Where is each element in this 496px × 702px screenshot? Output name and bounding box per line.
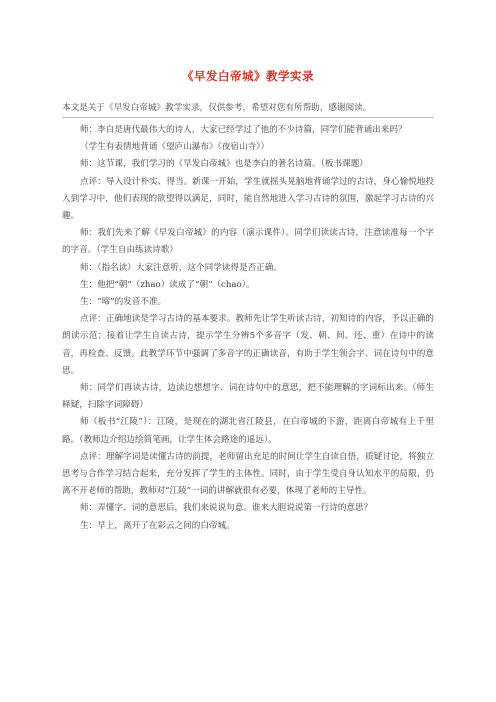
paragraph: 点评：导入设计朴实、得当。新课一开始，学生就摇头晃脑地背诵学过的古诗，身心愉悦地投入到学习中，他们表现的欲望得以满足，同时，能自然地进入学习古诗的氛围，激起学习古诗的兴趣。: [62, 176, 434, 222]
paragraph: （学生有表情地背诵《望庐山瀑布》《夜宿山寺》）: [80, 142, 270, 153]
paragraph: 师：这节课，我们学习的《早发白帝城》也是李白的著名诗篇。（板书课题）: [80, 159, 368, 170]
paragraph: 点评：理解字词是读懂古诗的前提，老师留出充足的时间让学生自读自悟，质疑讨论，将独立思考与合作学习结合起来，充分发挥了学生的主体性。同时，由于学生受自身认知水平的局限，仍离不开老师的帮助，教师对“江陵”一词的讲解就很有必要，体现了老师的主导性。: [62, 451, 434, 497]
paragraph: 师（板书“江陵”）：江陵，是现在的湖北省江陵县，在白帝城的下游，距离白帝城有上千里路。（教师边介绍边绘简笔画，让学生体会路途的遥远）。: [62, 417, 434, 445]
document-title: 《早发白帝城》教学实录: [182, 69, 314, 83]
paragraph: 师：李白是唐代最伟大的诗人，大家已经学过了他的不少诗篇，同学们能背诵出来吗？: [80, 125, 407, 135]
paragraph: 师：同学们再读古诗，边读边想想字、词在诗句中的意思，把不能理解的字词标出来。（师生释疑，扫除字词障碍）: [62, 383, 434, 411]
paragraph: 师：（指名读）大家注意听，这个同学读得是否正确。: [80, 262, 282, 273]
paragraph: 生：早上，离开了在彩云之间的白帝城。: [80, 520, 235, 531]
paragraph: 生：“啼”的发音不准。: [80, 297, 167, 308]
intro-line: 本文是关于《早发白帝城》教学实录，仅供参考，希望对您有所帮助，感谢阅读。: [62, 103, 372, 113]
paragraph: 师：弄懂字、词的意思后，我们来说说句意。谁来大胆说说第一行诗的意思？: [80, 503, 373, 514]
header-divider: [62, 117, 434, 118]
body-text: [62, 122, 434, 535]
paragraph: 生：他把“朝”（zhao）读成了“朝”（chao）。: [80, 279, 255, 290]
paragraph: 师：我们先来了解《早发白帝城》的内容（演示课件）。同学们读读古诗，注意读准每一个字的字音。（学生自由练读诗歌）: [62, 228, 434, 256]
paragraph: 点评：正确地读是学习古诗的基本要求。教师先让学生听读古诗，初知诗的内容，予以正确的朗读示范；接着让学生自读古诗，提示学生分辨5个多音字（发、朝、间、还、重）在诗中的读音，再检查、反馈。此教学环节中强调了多音字的正确读音，有助于学生领会字、词在诗句中的意思。: [62, 314, 434, 376]
